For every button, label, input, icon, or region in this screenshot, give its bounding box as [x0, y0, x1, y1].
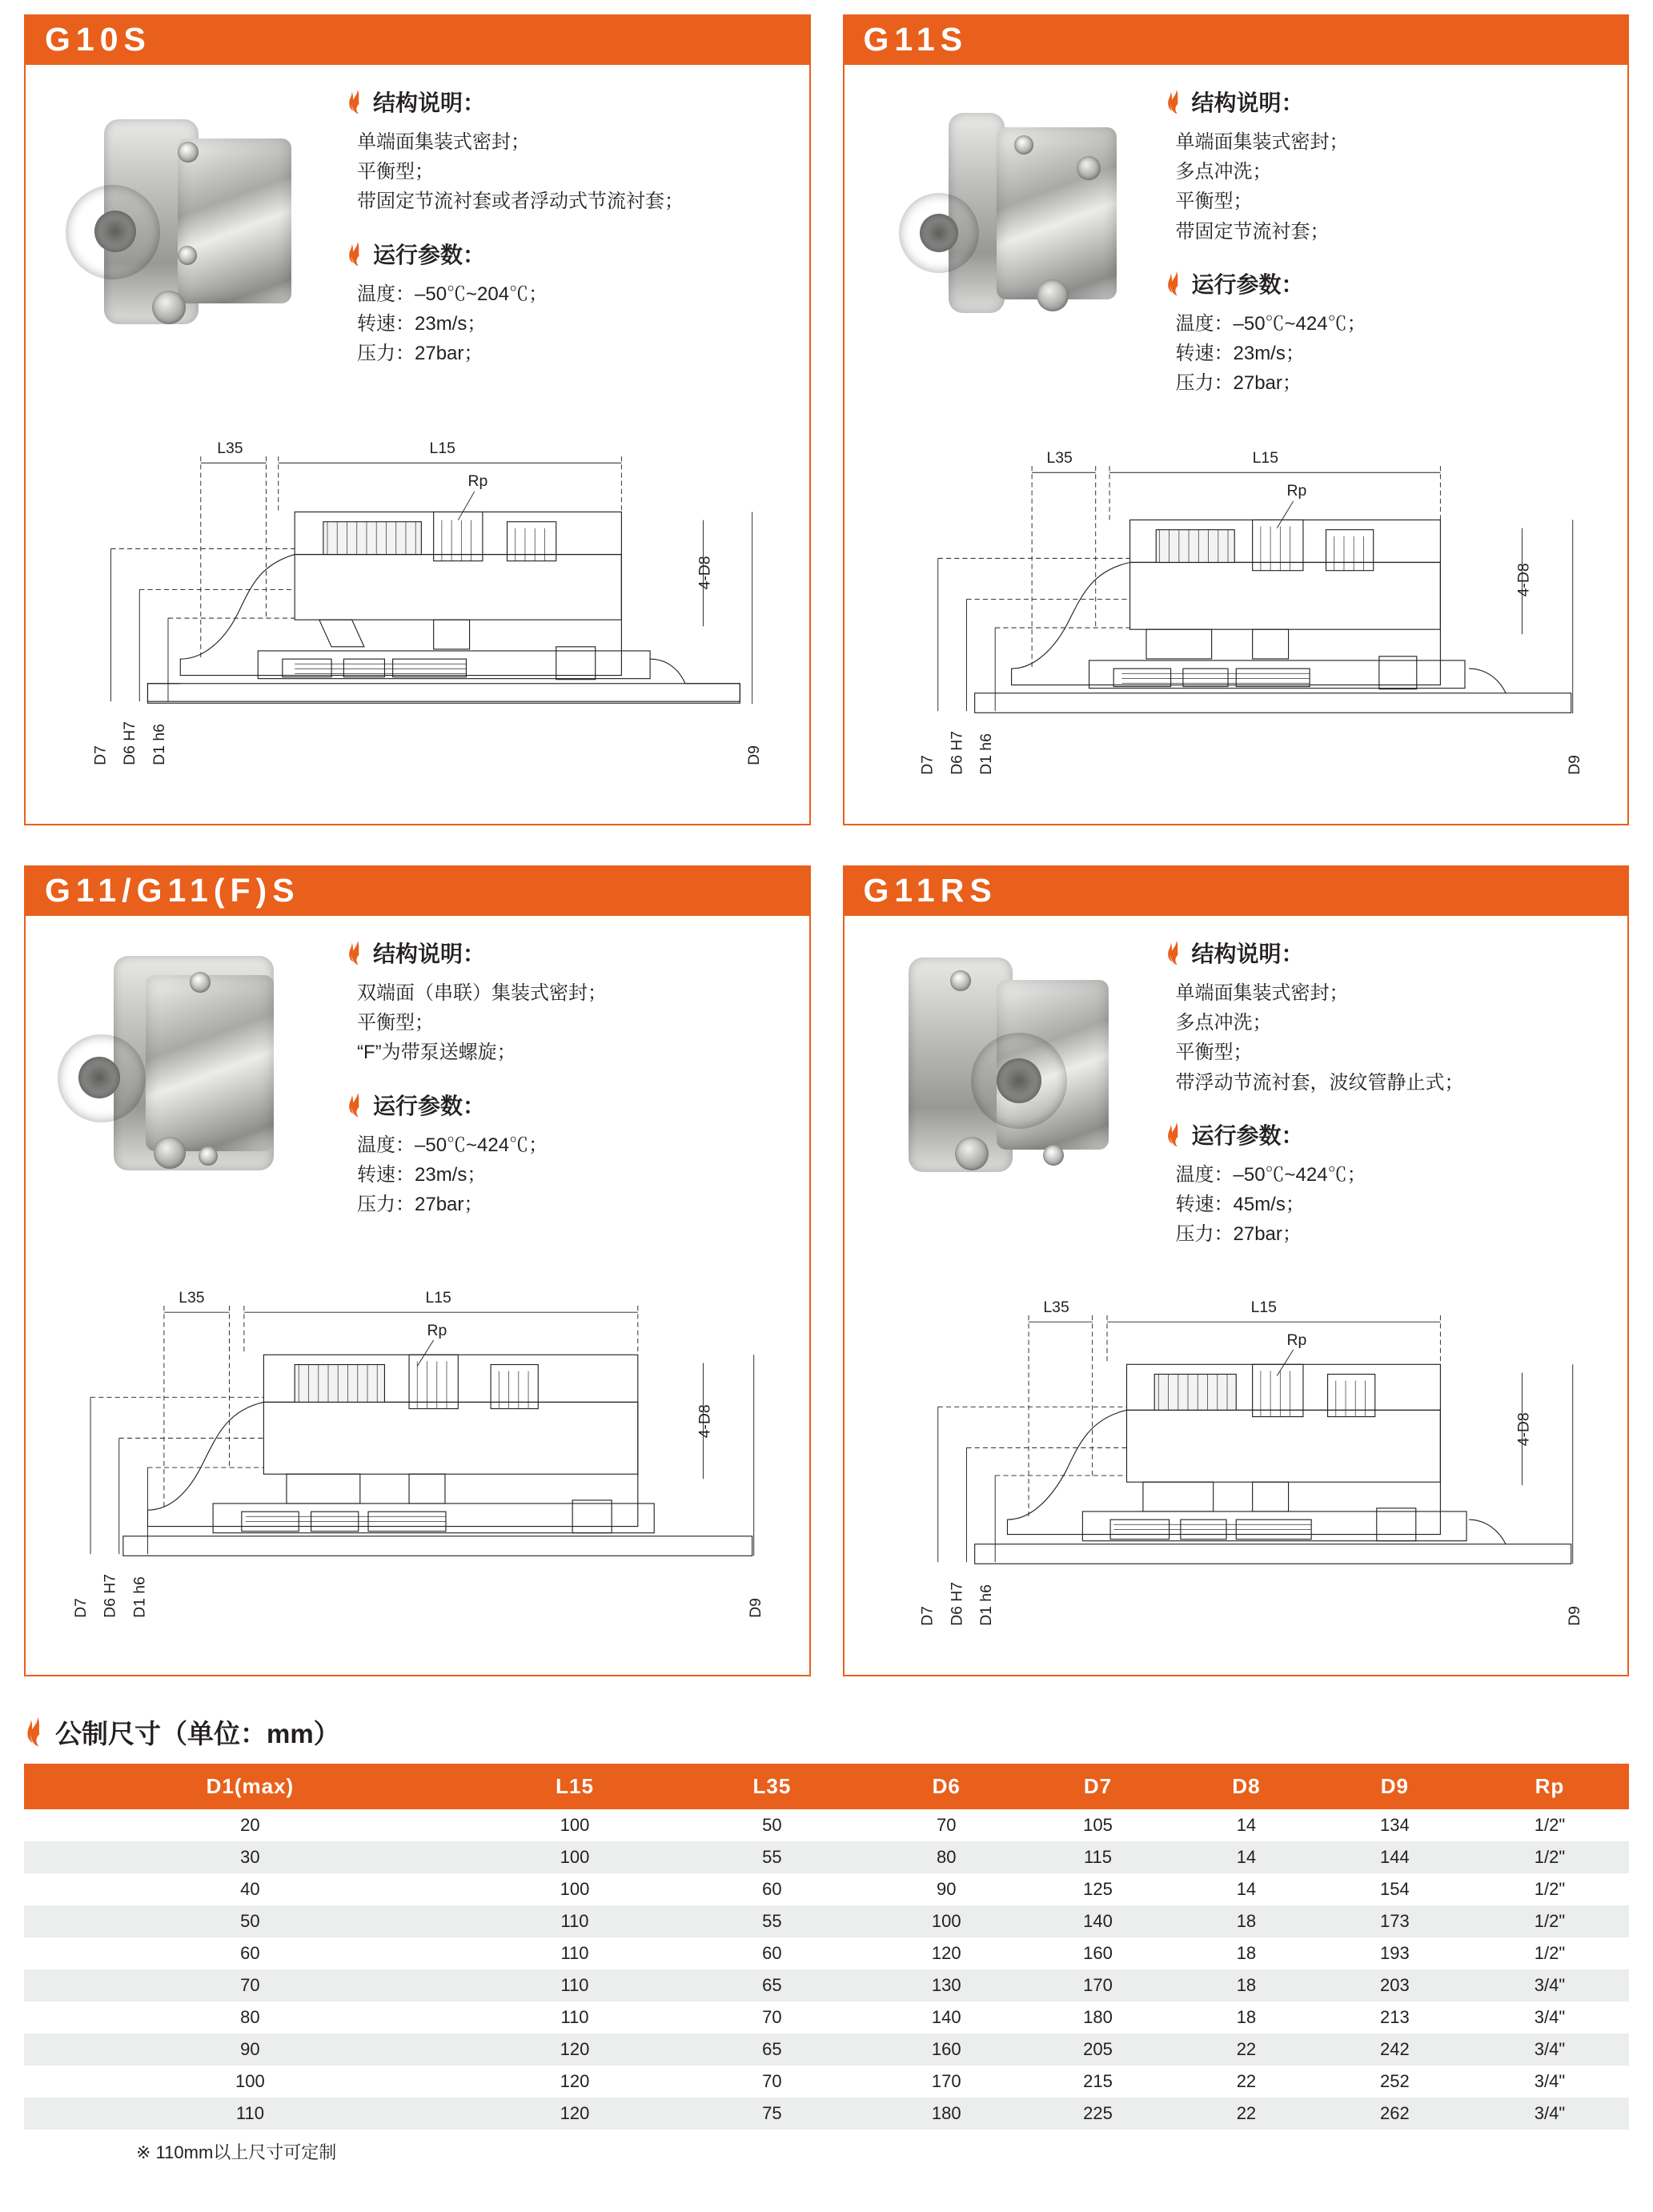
param-line: 转速：23m/s；	[357, 312, 487, 335]
dimension-table-section	[24, 1713, 1629, 2164]
dim-d9: D9	[744, 745, 763, 765]
seal-illustration	[58, 940, 322, 1204]
table-title-row	[27, 1713, 1629, 1751]
cell-rp: 3/4"	[1534, 2038, 1566, 2059]
col-header-d8: D8	[1174, 1764, 1319, 1809]
dim-4d8: 4-D8	[696, 556, 714, 590]
product-photo-g10s	[34, 73, 346, 353]
cell-d9: 173	[1380, 1910, 1410, 1931]
dim-4d8: 4-D8	[1515, 1412, 1533, 1447]
col-header-rp: Rp	[1470, 1764, 1629, 1809]
flame-icon	[349, 1093, 363, 1117]
params-heading: 运行参数：	[1191, 271, 1304, 297]
drawing-svg	[50, 414, 785, 798]
seal-illustration	[58, 89, 322, 353]
cell-d9: 262	[1380, 2102, 1410, 2123]
spec-column	[1165, 924, 1615, 1270]
table-row	[24, 2065, 1629, 2098]
cell-rp: 1/2"	[1534, 1942, 1566, 1963]
flame-icon	[1168, 271, 1182, 295]
param-line: 温度：–50℃~424℃；	[1175, 1163, 1366, 1186]
table-row	[24, 2001, 1629, 2033]
cell-d6: 180	[931, 2102, 961, 2123]
params-heading: 运行参数：	[373, 242, 486, 267]
cell-d8: 22	[1236, 2102, 1257, 2123]
cell-l15: 100	[560, 1814, 590, 1835]
cell-d6: 140	[931, 2006, 961, 2027]
cell-d8: 18	[1236, 1910, 1257, 1931]
structure-lines	[1176, 127, 1615, 247]
product-card-g10s	[24, 14, 811, 825]
cell-d8: 14	[1236, 1814, 1257, 1835]
product-card-g11-g11fs	[24, 865, 811, 1676]
cell-l15: 120	[560, 2070, 590, 2091]
metric-dimension-table	[24, 1764, 1629, 2130]
param-lines	[1176, 1160, 1615, 1250]
structure-line: 多点冲洗；	[1175, 161, 1272, 183]
cell-d6: 160	[931, 2038, 961, 2059]
cell-d1max: 30	[240, 1846, 260, 1867]
cell-d9: 193	[1380, 1942, 1410, 1963]
technical-drawing-g11rs	[845, 1270, 1628, 1664]
cell-d1max: 90	[240, 2038, 260, 2059]
col-header-l15: L15	[476, 1764, 673, 1809]
dim-d7: D7	[918, 1606, 937, 1627]
cell-d7: 225	[1083, 2102, 1113, 2123]
table-row	[24, 1841, 1629, 1873]
col-header-d1max: D1(max)	[24, 1764, 476, 1809]
cell-d6: 130	[931, 1974, 961, 1995]
cell-d1max: 60	[240, 1942, 260, 1963]
dim-d1: D1 h6	[977, 1584, 995, 1627]
dim-d1: D1 h6	[977, 733, 995, 776]
table-title: 公制尺寸（单位：mm）	[55, 1718, 340, 1748]
param-lines	[1176, 309, 1615, 399]
cell-l35: 50	[762, 1814, 782, 1835]
cell-d7: 180	[1083, 2006, 1113, 2027]
table-row	[24, 2033, 1629, 2065]
seal-illustration	[877, 89, 1141, 353]
dim-l35: L35	[217, 439, 243, 457]
flame-icon	[349, 242, 363, 266]
col-header-d6: D6	[871, 1764, 1022, 1809]
card-title: G10S	[26, 16, 809, 65]
dim-d1: D1 h6	[150, 724, 168, 765]
cell-d6: 70	[937, 1814, 957, 1835]
cell-d8: 22	[1236, 2070, 1257, 2091]
structure-line: “F”为带泵送螺旋；	[357, 1042, 516, 1064]
cell-d6: 120	[931, 1942, 961, 1963]
table-row	[24, 1937, 1629, 1969]
param-line: 转速：45m/s；	[1175, 1193, 1305, 1215]
technical-drawing-g11-g11fs	[26, 1260, 809, 1654]
dim-d6: D6 H7	[947, 1582, 965, 1627]
product-photo-g11s	[853, 73, 1165, 353]
cell-l15: 100	[560, 1878, 590, 1899]
cell-d7: 115	[1083, 1846, 1113, 1867]
structure-line: 双端面（串联）集装式密封；	[357, 982, 607, 1004]
flame-icon	[1168, 90, 1182, 114]
params-heading: 运行参数：	[1191, 1122, 1304, 1148]
structure-lines	[1176, 978, 1615, 1098]
cell-l15: 110	[560, 1910, 589, 1931]
cell-d7: 140	[1083, 1910, 1113, 1931]
cell-d8: 14	[1236, 1878, 1257, 1899]
table-note: ※ 110mm以上尺寸可定制	[136, 2142, 337, 2162]
cell-d9: 144	[1380, 1846, 1410, 1867]
structure-heading-row	[1168, 86, 1615, 118]
cell-d1max: 70	[240, 1974, 260, 1995]
dim-l15: L15	[1250, 1299, 1277, 1317]
table-header-row	[24, 1764, 1629, 1809]
cell-d8: 22	[1236, 2038, 1257, 2059]
flame-icon	[1168, 941, 1182, 965]
params-heading-row	[349, 238, 796, 270]
card-title: G11/G11(F)S	[26, 867, 809, 916]
cell-d1max: 20	[240, 1814, 260, 1835]
cell-rp: 1/2"	[1534, 1878, 1566, 1899]
cell-rp: 1/2"	[1534, 1910, 1566, 1931]
param-line: 温度：–50℃~204℃；	[357, 283, 548, 305]
technical-drawing-g10s	[26, 409, 809, 803]
flame-icon	[27, 1717, 45, 1746]
cell-d8: 18	[1236, 2006, 1257, 2027]
table-row	[24, 1809, 1629, 1841]
dim-d9: D9	[1565, 755, 1583, 776]
cell-d7: 125	[1083, 1878, 1113, 1899]
cell-d8: 14	[1236, 1846, 1257, 1867]
structure-line: 带固定节流衬套；	[1175, 220, 1330, 243]
drawing-svg	[869, 424, 1604, 808]
cell-l15: 110	[560, 1974, 589, 1995]
cell-d1max: 80	[240, 2006, 260, 2027]
param-line: 转速：23m/s；	[357, 1163, 487, 1186]
cell-l35: 60	[762, 1878, 782, 1899]
cell-d7: 205	[1083, 2038, 1113, 2059]
cell-l15: 120	[560, 2038, 590, 2059]
card-body	[26, 65, 809, 409]
cell-l35: 55	[762, 1910, 782, 1931]
dim-l15: L15	[429, 439, 455, 457]
card-title: G11S	[845, 16, 1628, 65]
cell-rp: 3/4"	[1534, 1974, 1566, 1995]
flame-icon	[349, 941, 363, 965]
cell-rp: 3/4"	[1534, 2006, 1566, 2027]
structure-line: 平衡型；	[1175, 1042, 1253, 1064]
cell-rp: 3/4"	[1534, 2102, 1566, 2123]
param-line: 转速：23m/s；	[1175, 342, 1305, 364]
spec-column	[346, 73, 796, 389]
cell-rp: 1/2"	[1534, 1814, 1566, 1835]
cell-d6: 100	[931, 1910, 961, 1931]
cell-rp: 3/4"	[1534, 2070, 1566, 2091]
structure-heading: 结构说明：	[373, 941, 486, 966]
table-row	[24, 2098, 1629, 2130]
cell-l35: 65	[762, 1974, 782, 1995]
param-line: 温度：–50℃~424℃；	[1175, 312, 1366, 335]
dim-rp: Rp	[1286, 1331, 1306, 1350]
dim-l35: L35	[1045, 449, 1073, 468]
structure-heading: 结构说明：	[1191, 941, 1304, 966]
structure-line: 平衡型；	[1175, 191, 1253, 213]
table-row	[24, 1969, 1629, 2001]
dim-d6: D6 H7	[121, 721, 139, 765]
dim-d6: D6 H7	[947, 731, 965, 776]
product-card-g11rs	[843, 865, 1630, 1676]
card-body	[845, 916, 1628, 1270]
dim-l15: L15	[425, 1288, 451, 1307]
cell-d7: 160	[1083, 1942, 1113, 1963]
params-heading-row	[349, 1089, 796, 1121]
structure-heading: 结构说明：	[373, 90, 486, 115]
cell-d8: 18	[1236, 1974, 1257, 1995]
flame-icon	[349, 90, 363, 114]
structure-line: 单端面集装式密封；	[1175, 131, 1349, 153]
structure-line: 带浮动节流衬套，波纹管静止式；	[1175, 1071, 1464, 1094]
dim-d1: D1 h6	[130, 1576, 149, 1618]
cell-d1max: 110	[235, 2102, 264, 2123]
cell-l35: 75	[762, 2102, 782, 2123]
dim-d9: D9	[1565, 1606, 1583, 1627]
structure-heading-row	[349, 937, 796, 969]
product-card-g11s	[843, 14, 1630, 825]
param-line: 压力：27bar；	[357, 1193, 483, 1215]
dim-l15: L15	[1252, 449, 1278, 468]
cell-rp: 1/2"	[1534, 1846, 1566, 1867]
dim-4d8: 4-D8	[1515, 563, 1533, 597]
cell-l35: 60	[762, 1942, 782, 1963]
cell-l35: 65	[762, 2038, 782, 2059]
seal-illustration	[877, 940, 1141, 1204]
param-line: 温度：–50℃~424℃；	[357, 1134, 548, 1156]
structure-line: 平衡型；	[357, 1012, 434, 1034]
flame-icon	[1168, 1122, 1182, 1146]
cell-d9: 154	[1380, 1878, 1410, 1899]
param-lines	[357, 1130, 796, 1220]
params-heading-row	[1168, 267, 1615, 299]
cell-d9: 252	[1380, 2070, 1410, 2091]
dim-d9: D9	[746, 1598, 764, 1618]
spec-column	[346, 924, 796, 1240]
cell-d7: 215	[1083, 2070, 1113, 2091]
technical-drawing-g11s	[845, 419, 1628, 813]
table-row	[24, 1905, 1629, 1937]
params-heading-row	[1168, 1118, 1615, 1150]
dim-rp: Rp	[1286, 482, 1306, 500]
cell-l35: 70	[762, 2006, 782, 2027]
dim-rp: Rp	[467, 472, 488, 490]
cell-l35: 70	[762, 2070, 782, 2091]
drawing-svg	[50, 1265, 785, 1649]
param-line: 压力：27bar；	[1175, 372, 1302, 395]
dim-l35: L35	[179, 1288, 205, 1307]
product-photo-g11rs	[853, 924, 1165, 1204]
col-header-d9: D9	[1319, 1764, 1470, 1809]
cell-d1max: 100	[235, 2070, 265, 2091]
structure-line: 带固定节流衬套或者浮动式节流衬套；	[357, 191, 684, 213]
params-heading: 运行参数：	[373, 1093, 486, 1118]
cell-d9: 242	[1380, 2038, 1410, 2059]
dim-d7: D7	[71, 1598, 90, 1618]
cell-d9: 203	[1380, 1974, 1410, 1995]
cell-d6: 90	[937, 1878, 957, 1899]
table-head	[24, 1764, 1629, 1809]
cell-l15: 110	[560, 1942, 589, 1963]
structure-line: 单端面集装式密封；	[357, 131, 530, 153]
structure-line: 单端面集装式密封；	[1175, 982, 1349, 1004]
card-body	[26, 916, 809, 1260]
cell-d6: 80	[937, 1846, 957, 1867]
cell-l15: 120	[560, 2102, 590, 2123]
cell-d7: 105	[1083, 1814, 1113, 1835]
cell-l35: 55	[762, 1846, 782, 1867]
dim-d6: D6 H7	[101, 1573, 119, 1618]
structure-heading-row	[349, 86, 796, 118]
dim-l35: L35	[1042, 1299, 1069, 1317]
card-body	[845, 65, 1628, 419]
table-body	[24, 1809, 1629, 2130]
cell-d8: 18	[1236, 1942, 1257, 1963]
table-row	[24, 1873, 1629, 1905]
drawing-svg	[869, 1275, 1604, 1659]
col-header-l35: L35	[673, 1764, 870, 1809]
structure-heading-row	[1168, 937, 1615, 969]
structure-lines	[357, 127, 796, 217]
col-header-d7: D7	[1022, 1764, 1174, 1809]
product-card-grid	[24, 14, 1629, 1676]
dim-d7: D7	[91, 745, 110, 765]
cell-d1max: 50	[240, 1910, 260, 1931]
structure-line: 多点冲洗；	[1175, 1012, 1272, 1034]
structure-heading: 结构说明：	[1191, 90, 1304, 115]
param-line: 压力：27bar；	[1175, 1223, 1302, 1246]
cell-d1max: 40	[240, 1878, 260, 1899]
structure-lines	[357, 978, 796, 1068]
cell-d7: 170	[1083, 1974, 1113, 1995]
cell-d6: 170	[931, 2070, 961, 2091]
dim-rp: Rp	[427, 1321, 447, 1339]
product-photo-g11-g11fs	[34, 924, 346, 1204]
structure-line: 平衡型；	[357, 161, 434, 183]
cell-d9: 134	[1380, 1814, 1410, 1835]
cell-l15: 110	[560, 2006, 589, 2027]
dim-d7: D7	[918, 755, 937, 776]
card-title: G11RS	[845, 867, 1628, 916]
param-line: 压力：27bar；	[357, 342, 483, 364]
cell-l15: 100	[560, 1846, 590, 1867]
spec-column	[1165, 73, 1615, 419]
param-lines	[357, 279, 796, 369]
cell-d9: 213	[1380, 2006, 1410, 2027]
dim-4d8: 4-D8	[696, 1404, 714, 1439]
